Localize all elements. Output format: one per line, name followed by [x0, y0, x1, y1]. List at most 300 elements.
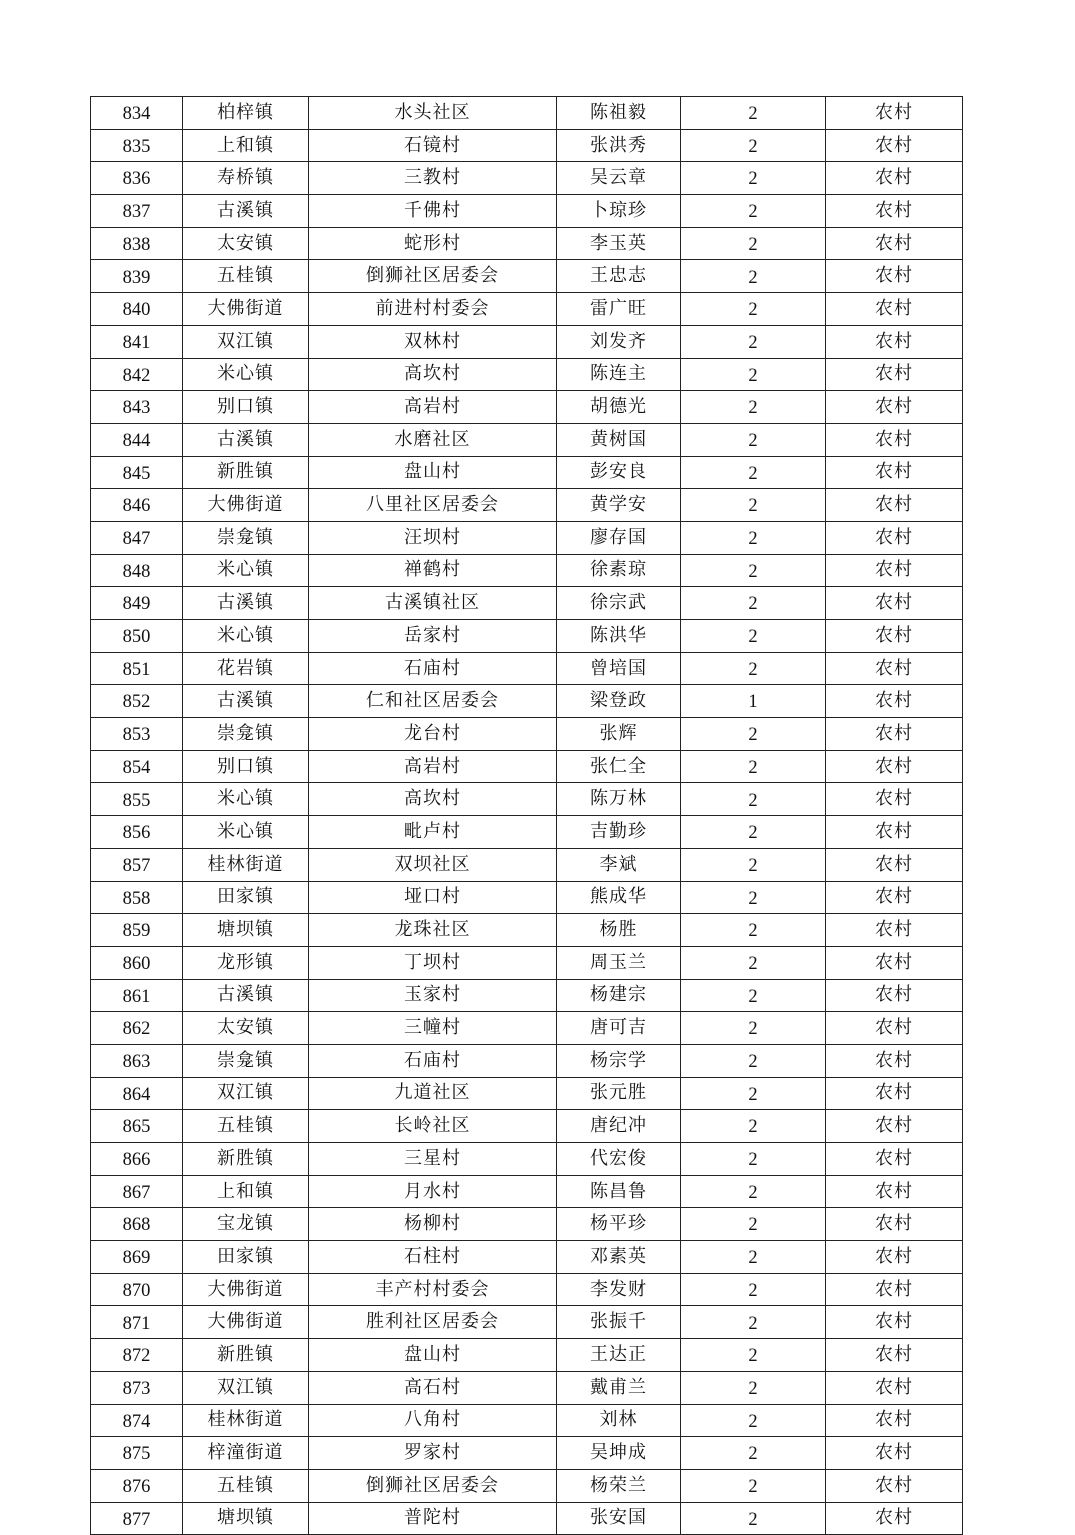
cell-village: 高坎村	[309, 783, 557, 816]
cell-town: 新胜镇	[183, 1143, 309, 1176]
cell-row-number: 858	[91, 881, 183, 914]
roster-table-body	[91, 97, 963, 1535]
table-row	[91, 521, 963, 554]
cell-person-name: 唐可吉	[557, 1012, 681, 1045]
cell-household-size: 2	[681, 456, 826, 489]
cell-area-type: 农村	[826, 1469, 963, 1502]
cell-row-number: 870	[91, 1273, 183, 1306]
cell-area-type: 农村	[826, 1208, 963, 1241]
cell-area-type: 农村	[826, 1077, 963, 1110]
cell-person-name: 廖存国	[557, 521, 681, 554]
cell-person-name: 梁登政	[557, 685, 681, 718]
cell-person-name: 徐素琼	[557, 554, 681, 587]
cell-village: 三幢村	[309, 1012, 557, 1045]
cell-area-type: 农村	[826, 293, 963, 326]
table-row	[91, 325, 963, 358]
cell-row-number: 873	[91, 1371, 183, 1404]
cell-person-name: 邓素英	[557, 1241, 681, 1274]
cell-row-number: 866	[91, 1143, 183, 1176]
cell-person-name: 陈洪华	[557, 620, 681, 653]
cell-row-number: 860	[91, 946, 183, 979]
cell-village: 蛇形村	[309, 227, 557, 260]
cell-village: 石柱村	[309, 1241, 557, 1274]
cell-town: 寿桥镇	[183, 162, 309, 195]
cell-household-size: 2	[681, 1339, 826, 1372]
cell-area-type: 农村	[826, 1306, 963, 1339]
cell-area-type: 农村	[826, 391, 963, 424]
cell-village: 杨柳村	[309, 1208, 557, 1241]
cell-household-size: 2	[681, 816, 826, 849]
cell-village: 倒狮社区居委会	[309, 260, 557, 293]
table-row	[91, 1371, 963, 1404]
cell-town: 米心镇	[183, 783, 309, 816]
cell-village: 高岩村	[309, 750, 557, 783]
table-row	[91, 1241, 963, 1274]
table-row	[91, 848, 963, 881]
cell-person-name: 吴坤成	[557, 1437, 681, 1470]
table-row	[91, 750, 963, 783]
table-row	[91, 1339, 963, 1372]
cell-household-size: 2	[681, 783, 826, 816]
cell-village: 禅鹤村	[309, 554, 557, 587]
table-row	[91, 260, 963, 293]
cell-row-number: 855	[91, 783, 183, 816]
cell-town: 崇龛镇	[183, 718, 309, 751]
cell-person-name: 胡德光	[557, 391, 681, 424]
cell-person-name: 杨宗学	[557, 1044, 681, 1077]
cell-town: 新胜镇	[183, 456, 309, 489]
cell-row-number: 863	[91, 1044, 183, 1077]
roster-table	[90, 96, 963, 1535]
cell-village: 长岭社区	[309, 1110, 557, 1143]
table-row	[91, 587, 963, 620]
table-row	[91, 1404, 963, 1437]
cell-row-number: 850	[91, 620, 183, 653]
cell-person-name: 张安国	[557, 1502, 681, 1535]
table-row	[91, 718, 963, 751]
cell-area-type: 农村	[826, 489, 963, 522]
table-row	[91, 1044, 963, 1077]
table-row	[91, 1110, 963, 1143]
cell-row-number: 872	[91, 1339, 183, 1372]
cell-household-size: 2	[681, 325, 826, 358]
cell-household-size: 2	[681, 358, 826, 391]
cell-area-type: 农村	[826, 423, 963, 456]
cell-person-name: 张辉	[557, 718, 681, 751]
cell-town: 花岩镇	[183, 652, 309, 685]
cell-town: 梓潼街道	[183, 1437, 309, 1470]
table-row	[91, 685, 963, 718]
cell-household-size: 2	[681, 1143, 826, 1176]
cell-person-name: 黄树国	[557, 423, 681, 456]
cell-area-type: 农村	[826, 783, 963, 816]
cell-household-size: 2	[681, 1502, 826, 1535]
cell-row-number: 862	[91, 1012, 183, 1045]
cell-row-number: 840	[91, 293, 183, 326]
cell-person-name: 吉勤珍	[557, 816, 681, 849]
table-row	[91, 1273, 963, 1306]
cell-person-name: 代宏俊	[557, 1143, 681, 1176]
cell-town: 田家镇	[183, 1241, 309, 1274]
cell-town: 米心镇	[183, 620, 309, 653]
cell-person-name: 周玉兰	[557, 946, 681, 979]
cell-row-number: 835	[91, 129, 183, 162]
cell-row-number: 861	[91, 979, 183, 1012]
cell-person-name: 吴云章	[557, 162, 681, 195]
table-row	[91, 195, 963, 228]
cell-area-type: 农村	[826, 816, 963, 849]
cell-area-type: 农村	[826, 1044, 963, 1077]
cell-household-size: 2	[681, 979, 826, 1012]
cell-area-type: 农村	[826, 358, 963, 391]
cell-row-number: 838	[91, 227, 183, 260]
table-row	[91, 652, 963, 685]
cell-town: 大佛街道	[183, 1306, 309, 1339]
cell-area-type: 农村	[826, 521, 963, 554]
cell-row-number: 871	[91, 1306, 183, 1339]
cell-row-number: 843	[91, 391, 183, 424]
cell-area-type: 农村	[826, 129, 963, 162]
cell-area-type: 农村	[826, 750, 963, 783]
cell-household-size: 2	[681, 1437, 826, 1470]
cell-person-name: 李斌	[557, 848, 681, 881]
cell-village: 岳家村	[309, 620, 557, 653]
cell-row-number: 849	[91, 587, 183, 620]
cell-village: 丁坝村	[309, 946, 557, 979]
cell-area-type: 农村	[826, 652, 963, 685]
cell-row-number: 842	[91, 358, 183, 391]
cell-household-size: 2	[681, 620, 826, 653]
cell-person-name: 王达正	[557, 1339, 681, 1372]
cell-village: 双林村	[309, 325, 557, 358]
cell-village: 九道社区	[309, 1077, 557, 1110]
cell-area-type: 农村	[826, 1175, 963, 1208]
cell-household-size: 2	[681, 1371, 826, 1404]
cell-town: 米心镇	[183, 816, 309, 849]
cell-town: 古溪镇	[183, 587, 309, 620]
cell-person-name: 陈昌鲁	[557, 1175, 681, 1208]
cell-town: 米心镇	[183, 554, 309, 587]
table-row	[91, 783, 963, 816]
cell-row-number: 852	[91, 685, 183, 718]
cell-village: 月水村	[309, 1175, 557, 1208]
cell-area-type: 农村	[826, 848, 963, 881]
table-row	[91, 1437, 963, 1470]
cell-row-number: 867	[91, 1175, 183, 1208]
cell-village: 石庙村	[309, 1044, 557, 1077]
cell-household-size: 2	[681, 423, 826, 456]
cell-row-number: 834	[91, 97, 183, 130]
cell-village: 水头社区	[309, 97, 557, 130]
cell-town: 崇龛镇	[183, 521, 309, 554]
cell-household-size: 2	[681, 1273, 826, 1306]
cell-town: 古溪镇	[183, 979, 309, 1012]
cell-household-size: 2	[681, 293, 826, 326]
table-row	[91, 97, 963, 130]
cell-area-type: 农村	[826, 587, 963, 620]
cell-town: 米心镇	[183, 358, 309, 391]
cell-town: 别口镇	[183, 750, 309, 783]
table-row	[91, 816, 963, 849]
cell-village: 罗家村	[309, 1437, 557, 1470]
cell-village: 三教村	[309, 162, 557, 195]
cell-town: 大佛街道	[183, 1273, 309, 1306]
cell-area-type: 农村	[826, 1273, 963, 1306]
cell-town: 龙形镇	[183, 946, 309, 979]
cell-household-size: 2	[681, 521, 826, 554]
cell-person-name: 陈连主	[557, 358, 681, 391]
cell-town: 田家镇	[183, 881, 309, 914]
cell-town: 古溪镇	[183, 195, 309, 228]
cell-town: 桂林街道	[183, 1404, 309, 1437]
cell-village: 水磨社区	[309, 423, 557, 456]
table-row	[91, 1208, 963, 1241]
cell-person-name: 王忠志	[557, 260, 681, 293]
cell-area-type: 农村	[826, 1143, 963, 1176]
cell-person-name: 曾培国	[557, 652, 681, 685]
cell-household-size: 2	[681, 652, 826, 685]
cell-area-type: 农村	[826, 620, 963, 653]
table-row	[91, 1306, 963, 1339]
cell-village: 双坝社区	[309, 848, 557, 881]
cell-household-size: 2	[681, 1404, 826, 1437]
cell-town: 大佛街道	[183, 293, 309, 326]
cell-area-type: 农村	[826, 260, 963, 293]
cell-person-name: 黄学安	[557, 489, 681, 522]
table-row	[91, 1143, 963, 1176]
cell-town: 塘坝镇	[183, 1502, 309, 1535]
cell-area-type: 农村	[826, 325, 963, 358]
cell-person-name: 唐纪冲	[557, 1110, 681, 1143]
cell-row-number: 845	[91, 456, 183, 489]
cell-town: 崇龛镇	[183, 1044, 309, 1077]
cell-person-name: 陈万林	[557, 783, 681, 816]
cell-row-number: 876	[91, 1469, 183, 1502]
cell-area-type: 农村	[826, 685, 963, 718]
cell-row-number: 839	[91, 260, 183, 293]
cell-household-size: 1	[681, 685, 826, 718]
cell-area-type: 农村	[826, 97, 963, 130]
cell-village: 丰产村村委会	[309, 1273, 557, 1306]
cell-person-name: 陈祖毅	[557, 97, 681, 130]
cell-household-size: 2	[681, 391, 826, 424]
cell-household-size: 2	[681, 1175, 826, 1208]
cell-row-number: 844	[91, 423, 183, 456]
cell-town: 宝龙镇	[183, 1208, 309, 1241]
cell-town: 古溪镇	[183, 423, 309, 456]
cell-person-name: 卜琼珍	[557, 195, 681, 228]
cell-village: 仁和社区居委会	[309, 685, 557, 718]
cell-town: 塘坝镇	[183, 914, 309, 947]
cell-person-name: 张元胜	[557, 1077, 681, 1110]
cell-village: 石庙村	[309, 652, 557, 685]
cell-person-name: 杨平珍	[557, 1208, 681, 1241]
cell-household-size: 2	[681, 750, 826, 783]
cell-town: 五桂镇	[183, 260, 309, 293]
cell-household-size: 2	[681, 260, 826, 293]
cell-area-type: 农村	[826, 456, 963, 489]
cell-area-type: 农村	[826, 1371, 963, 1404]
cell-village: 垭口村	[309, 881, 557, 914]
cell-household-size: 2	[681, 848, 826, 881]
cell-row-number: 854	[91, 750, 183, 783]
cell-village: 三星村	[309, 1143, 557, 1176]
table-row	[91, 914, 963, 947]
cell-row-number: 859	[91, 914, 183, 947]
cell-row-number: 847	[91, 521, 183, 554]
cell-town: 别口镇	[183, 391, 309, 424]
cell-village: 倒狮社区居委会	[309, 1469, 557, 1502]
cell-household-size: 2	[681, 1241, 826, 1274]
cell-area-type: 农村	[826, 946, 963, 979]
cell-household-size: 2	[681, 489, 826, 522]
table-row	[91, 1012, 963, 1045]
cell-row-number: 874	[91, 1404, 183, 1437]
table-row	[91, 1502, 963, 1535]
cell-town: 太安镇	[183, 1012, 309, 1045]
cell-row-number: 853	[91, 718, 183, 751]
cell-village: 龙珠社区	[309, 914, 557, 947]
cell-village: 汪坝村	[309, 521, 557, 554]
table-row	[91, 1469, 963, 1502]
cell-person-name: 张洪秀	[557, 129, 681, 162]
cell-town: 双江镇	[183, 1371, 309, 1404]
cell-village: 龙台村	[309, 718, 557, 751]
cell-household-size: 2	[681, 1306, 826, 1339]
cell-town: 双江镇	[183, 325, 309, 358]
cell-town: 柏梓镇	[183, 97, 309, 130]
cell-area-type: 农村	[826, 881, 963, 914]
cell-household-size: 2	[681, 1012, 826, 1045]
cell-household-size: 2	[681, 1208, 826, 1241]
cell-row-number: 864	[91, 1077, 183, 1110]
cell-village: 石镜村	[309, 129, 557, 162]
cell-area-type: 农村	[826, 195, 963, 228]
cell-household-size: 2	[681, 195, 826, 228]
cell-row-number: 841	[91, 325, 183, 358]
cell-household-size: 2	[681, 1469, 826, 1502]
cell-person-name: 彭安良	[557, 456, 681, 489]
table-row	[91, 293, 963, 326]
table-row	[91, 979, 963, 1012]
cell-town: 大佛街道	[183, 489, 309, 522]
cell-household-size: 2	[681, 162, 826, 195]
cell-area-type: 农村	[826, 1339, 963, 1372]
table-row	[91, 423, 963, 456]
cell-village: 高坎村	[309, 358, 557, 391]
table-row	[91, 1175, 963, 1208]
cell-town: 古溪镇	[183, 685, 309, 718]
cell-area-type: 农村	[826, 162, 963, 195]
cell-row-number: 837	[91, 195, 183, 228]
cell-household-size: 2	[681, 227, 826, 260]
cell-town: 太安镇	[183, 227, 309, 260]
cell-area-type: 农村	[826, 718, 963, 751]
cell-village: 盘山村	[309, 1339, 557, 1372]
cell-person-name: 杨建宗	[557, 979, 681, 1012]
cell-village: 八角村	[309, 1404, 557, 1437]
cell-row-number: 877	[91, 1502, 183, 1535]
cell-town: 新胜镇	[183, 1339, 309, 1372]
cell-village: 胜利社区居委会	[309, 1306, 557, 1339]
table-row	[91, 489, 963, 522]
cell-person-name: 李玉英	[557, 227, 681, 260]
cell-household-size: 2	[681, 718, 826, 751]
table-row	[91, 391, 963, 424]
cell-household-size: 2	[681, 1110, 826, 1143]
cell-household-size: 2	[681, 1044, 826, 1077]
cell-household-size: 2	[681, 129, 826, 162]
cell-person-name: 杨荣兰	[557, 1469, 681, 1502]
cell-town: 双江镇	[183, 1077, 309, 1110]
cell-village: 普陀村	[309, 1502, 557, 1535]
table-row	[91, 554, 963, 587]
cell-person-name: 李发财	[557, 1273, 681, 1306]
cell-village: 毗卢村	[309, 816, 557, 849]
cell-person-name: 杨胜	[557, 914, 681, 947]
cell-person-name: 徐宗武	[557, 587, 681, 620]
cell-area-type: 农村	[826, 979, 963, 1012]
table-row	[91, 620, 963, 653]
cell-town: 上和镇	[183, 129, 309, 162]
cell-village: 千佛村	[309, 195, 557, 228]
cell-person-name: 戴甫兰	[557, 1371, 681, 1404]
cell-row-number: 848	[91, 554, 183, 587]
cell-area-type: 农村	[826, 1437, 963, 1470]
table-row	[91, 1077, 963, 1110]
cell-area-type: 农村	[826, 1241, 963, 1274]
cell-person-name: 刘林	[557, 1404, 681, 1437]
table-row	[91, 227, 963, 260]
cell-row-number: 851	[91, 652, 183, 685]
table-row	[91, 881, 963, 914]
table-row	[91, 946, 963, 979]
cell-area-type: 农村	[826, 914, 963, 947]
cell-household-size: 2	[681, 1077, 826, 1110]
cell-household-size: 2	[681, 97, 826, 130]
cell-row-number: 868	[91, 1208, 183, 1241]
cell-row-number: 857	[91, 848, 183, 881]
cell-area-type: 农村	[826, 1012, 963, 1045]
cell-village: 前进村村委会	[309, 293, 557, 326]
cell-village: 高石村	[309, 1371, 557, 1404]
cell-person-name: 刘发齐	[557, 325, 681, 358]
cell-row-number: 856	[91, 816, 183, 849]
cell-person-name: 雷广旺	[557, 293, 681, 326]
cell-village: 高岩村	[309, 391, 557, 424]
cell-row-number: 846	[91, 489, 183, 522]
table-row	[91, 358, 963, 391]
cell-household-size: 2	[681, 946, 826, 979]
cell-household-size: 2	[681, 914, 826, 947]
cell-area-type: 农村	[826, 1502, 963, 1535]
cell-row-number: 875	[91, 1437, 183, 1470]
cell-household-size: 2	[681, 881, 826, 914]
cell-town: 五桂镇	[183, 1110, 309, 1143]
cell-row-number: 836	[91, 162, 183, 195]
cell-household-size: 2	[681, 554, 826, 587]
cell-area-type: 农村	[826, 1110, 963, 1143]
cell-row-number: 865	[91, 1110, 183, 1143]
table-row	[91, 456, 963, 489]
cell-area-type: 农村	[826, 227, 963, 260]
cell-area-type: 农村	[826, 1404, 963, 1437]
cell-household-size: 2	[681, 587, 826, 620]
table-row	[91, 129, 963, 162]
cell-person-name: 张振千	[557, 1306, 681, 1339]
cell-village: 盘山村	[309, 456, 557, 489]
cell-town: 五桂镇	[183, 1469, 309, 1502]
